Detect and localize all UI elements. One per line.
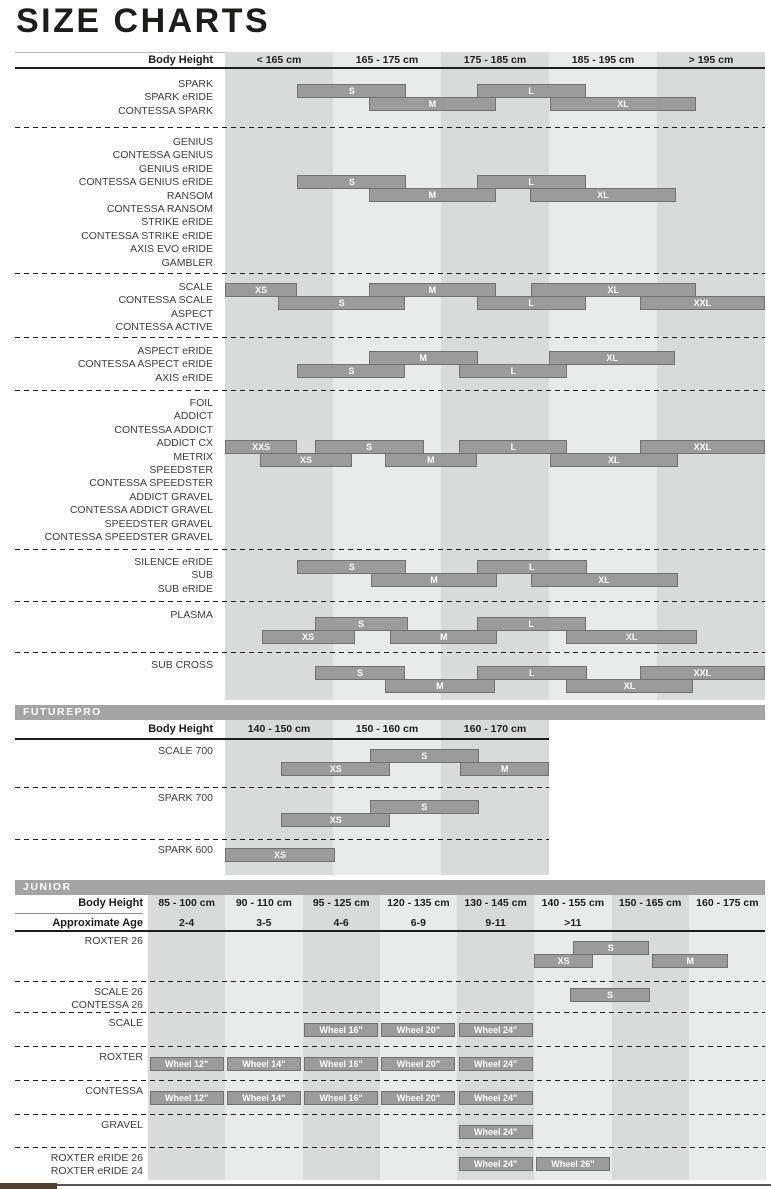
model-label: SUB CROSS xyxy=(151,659,213,671)
group-separator xyxy=(15,337,765,338)
model-label: SPARK xyxy=(178,78,213,90)
size-bar: Wheel 20" xyxy=(381,1023,455,1037)
age-value: >11 xyxy=(564,917,582,929)
model-label: CONTESSA GENIUS xyxy=(112,149,213,162)
column-header: 120 - 135 cm xyxy=(387,897,450,909)
model-label: SUB xyxy=(191,569,213,582)
group-separator xyxy=(15,839,549,840)
group-separator xyxy=(15,1012,765,1013)
column-header: 160 - 175 cm xyxy=(696,897,759,909)
model-label: SCALE xyxy=(108,1017,143,1029)
model-label: ROXTER xyxy=(99,1051,143,1063)
model-label: ADDICT xyxy=(173,410,213,423)
model-label: CONTESSA 26 xyxy=(71,999,143,1012)
size-bar: Wheel 20" xyxy=(381,1091,455,1105)
age-value: 4-6 xyxy=(333,917,349,929)
model-label: ASPECT eRIDE xyxy=(137,345,213,357)
model-label: CONTESSA RANSOM xyxy=(106,203,213,215)
size-bar: XL xyxy=(566,679,692,693)
footer-accent-block xyxy=(0,1183,57,1189)
body-height-label: Body Height xyxy=(78,897,143,909)
size-bar: XS xyxy=(260,453,353,467)
column-header: 85 - 100 cm xyxy=(158,897,215,909)
column-header: 175 - 185 cm xyxy=(463,54,527,66)
column-header: 150 - 160 cm xyxy=(355,723,419,735)
size-bar: S xyxy=(570,988,650,1002)
header-hairline xyxy=(15,913,143,914)
section-header-junior: JUNIOR xyxy=(15,880,765,895)
size-bar: Wheel 16" xyxy=(304,1023,378,1037)
size-bar: XS xyxy=(281,813,390,827)
model-label: PLASMA xyxy=(170,609,213,621)
header-underline xyxy=(15,930,765,932)
model-label: CONTESSA SPEEDSTER GRAVEL xyxy=(44,531,213,543)
size-bar: Wheel 14" xyxy=(227,1091,301,1105)
model-label: SPEEDSTER xyxy=(149,464,213,476)
model-label: ADDICT GRAVEL xyxy=(129,490,213,503)
model-label: ROXTER eRIDE 26 xyxy=(50,1152,143,1164)
size-bar: XS xyxy=(534,954,593,968)
model-label: AXIS EVO eRIDE xyxy=(130,243,213,256)
column-header: 95 - 125 cm xyxy=(312,897,370,909)
header-underline xyxy=(15,67,765,69)
column-header: 90 - 110 cm xyxy=(235,897,292,909)
model-label: CONTESSA ASPECT eRIDE xyxy=(77,358,213,371)
size-bar: L xyxy=(477,666,587,680)
size-bar: XL xyxy=(531,573,678,587)
size-bar: L xyxy=(459,364,567,378)
model-label: CONTESSA ADDICT xyxy=(114,423,213,436)
page-title: SIZE CHARTS xyxy=(16,2,271,40)
size-bar: M xyxy=(369,188,496,202)
approximate-age-label: Approximate Age xyxy=(52,917,143,929)
section-header-futurepro: FUTUREPRO xyxy=(15,705,765,720)
size-bar: XXL xyxy=(640,296,765,310)
model-label: CONTESSA SPEEDSTER xyxy=(89,477,213,490)
model-label: SCALE xyxy=(178,281,213,293)
model-label: FOIL xyxy=(189,397,213,409)
group-separator xyxy=(15,390,765,391)
group-separator xyxy=(15,1114,765,1115)
size-bar: S xyxy=(278,296,405,310)
size-bar: S xyxy=(315,617,408,631)
age-value: 6-9 xyxy=(410,917,426,929)
group-separator xyxy=(15,1046,765,1047)
size-bar: Wheel 24" xyxy=(459,1057,533,1071)
group-separator xyxy=(15,787,549,788)
age-value: 9-11 xyxy=(485,917,506,929)
model-label: GRAVEL xyxy=(101,1119,143,1131)
size-bar: S xyxy=(370,749,479,763)
model-label: METRIX xyxy=(173,450,213,463)
column-header: < 165 cm xyxy=(256,54,302,66)
size-bar: L xyxy=(477,296,586,310)
size-bar: Wheel 24" xyxy=(459,1091,533,1105)
size-bar: XL xyxy=(566,630,697,644)
size-bar: XS xyxy=(225,283,297,297)
size-bar: Wheel 16" xyxy=(304,1091,378,1105)
size-bar: XS xyxy=(225,848,335,862)
size-bar: XL xyxy=(530,188,677,202)
model-label: SCALE 26 xyxy=(93,986,143,998)
model-label: GAMBLER xyxy=(161,256,213,269)
size-bar: M xyxy=(460,762,549,776)
model-label: CONTESSA xyxy=(85,1085,143,1097)
group-separator xyxy=(15,549,765,550)
size-bar: L xyxy=(477,617,586,631)
size-bar: XL xyxy=(550,97,696,111)
model-label: SILENCE eRIDE xyxy=(134,556,213,568)
column-header: 160 - 170 cm xyxy=(463,723,527,735)
model-label: SPARK 700 xyxy=(157,792,213,804)
column-band xyxy=(534,895,611,1180)
column-header: 130 - 145 cm xyxy=(464,897,527,909)
model-label: GENIUS eRIDE xyxy=(138,162,213,175)
column-header: 185 - 195 cm xyxy=(571,54,635,66)
size-bar: Wheel 26" xyxy=(536,1157,610,1171)
model-label: SCALE 700 xyxy=(158,745,213,757)
model-label: SPARK eRIDE xyxy=(144,91,213,104)
size-bar: L xyxy=(477,175,586,189)
size-bar: S xyxy=(297,175,406,189)
size-bar: L xyxy=(477,560,587,574)
size-bar: XXL xyxy=(640,440,765,454)
model-label: SUB eRIDE xyxy=(157,582,213,595)
column-band xyxy=(303,895,380,1180)
size-bar: L xyxy=(459,440,567,454)
model-label: CONTESSA GENIUS eRIDE xyxy=(78,176,213,189)
size-bar: M xyxy=(369,97,496,111)
group-separator xyxy=(15,652,765,653)
size-bar: S xyxy=(297,84,406,98)
size-bar: XS xyxy=(281,762,390,776)
column-band xyxy=(441,720,549,875)
column-header: 165 - 175 cm xyxy=(355,54,419,66)
size-bar: XXS xyxy=(225,440,297,454)
size-bar: Wheel 12" xyxy=(150,1091,224,1105)
group-separator xyxy=(15,273,765,274)
model-label: SPARK 600 xyxy=(157,844,213,856)
age-value: 2-4 xyxy=(179,917,195,929)
group-separator xyxy=(15,601,765,602)
age-value: 3-5 xyxy=(256,917,272,929)
model-label: ASPECT xyxy=(170,307,213,320)
size-bar: Wheel 14" xyxy=(227,1057,301,1071)
group-separator xyxy=(15,1080,765,1081)
model-label: SPEEDSTER GRAVEL xyxy=(104,517,213,530)
size-bar: S xyxy=(315,440,424,454)
column-header: > 195 cm xyxy=(688,54,734,66)
model-label: RANSOM xyxy=(166,189,213,202)
size-bar: M xyxy=(369,283,496,297)
column-band xyxy=(148,895,225,1180)
size-bar: Wheel 16" xyxy=(304,1057,378,1071)
size-bar: XS xyxy=(262,630,355,644)
size-bar: S xyxy=(315,666,406,680)
size-bar: L xyxy=(477,84,586,98)
size-bar: M xyxy=(652,954,728,968)
column-band xyxy=(333,720,441,875)
column-band xyxy=(612,895,689,1180)
size-bar: S xyxy=(297,560,406,574)
model-label: ROXTER 26 xyxy=(84,935,143,947)
size-bar: M xyxy=(385,453,477,467)
header-hairline xyxy=(15,52,225,53)
size-bar: XXL xyxy=(640,666,765,680)
model-label: STRIKE eRIDE xyxy=(141,216,213,229)
model-label: CONTESSA SPARK xyxy=(118,104,213,117)
body-height-label: Body Height xyxy=(148,723,213,735)
size-bar: M xyxy=(390,630,497,644)
column-header: 140 - 150 cm xyxy=(247,723,311,735)
size-bar: Wheel 24" xyxy=(459,1157,533,1171)
column-band xyxy=(225,895,302,1180)
size-bar: S xyxy=(370,800,479,814)
model-label: CONTESSA STRIKE eRIDE xyxy=(81,229,213,242)
model-label: ROXTER eRIDE 24 xyxy=(50,1165,143,1178)
group-separator xyxy=(15,1147,765,1148)
size-bar: Wheel 24" xyxy=(459,1023,533,1037)
model-label: CONTESSA ADDICT GRAVEL xyxy=(69,504,213,517)
model-label: GENIUS xyxy=(172,136,213,148)
model-label: AXIS eRIDE xyxy=(155,371,213,384)
size-bar: Wheel 12" xyxy=(150,1057,224,1071)
size-bar: M xyxy=(369,351,478,365)
header-underline xyxy=(15,738,549,740)
size-bar: Wheel 24" xyxy=(459,1125,533,1139)
size-bar: S xyxy=(573,941,649,955)
column-band xyxy=(380,895,457,1180)
column-band xyxy=(689,895,766,1180)
size-bar: M xyxy=(385,679,495,693)
column-band xyxy=(657,52,765,700)
group-separator xyxy=(15,981,765,982)
size-bar: XL xyxy=(550,453,677,467)
model-label: CONTESSA SCALE xyxy=(118,294,213,307)
size-bar: XL xyxy=(531,283,696,297)
model-label: CONTESSA ACTIVE xyxy=(115,321,213,334)
column-header: 140 - 155 cm xyxy=(541,897,605,909)
body-height-label: Body Height xyxy=(148,54,213,66)
size-bar: XL xyxy=(549,351,675,365)
group-separator xyxy=(15,127,765,128)
footer-divider-bar xyxy=(57,1184,771,1186)
model-label: ADDICT CX xyxy=(156,437,213,450)
size-bar: Wheel 20" xyxy=(381,1057,455,1071)
size-bar: S xyxy=(297,364,405,378)
column-header: 150 - 165 cm xyxy=(618,897,682,909)
size-bar: M xyxy=(371,573,497,587)
